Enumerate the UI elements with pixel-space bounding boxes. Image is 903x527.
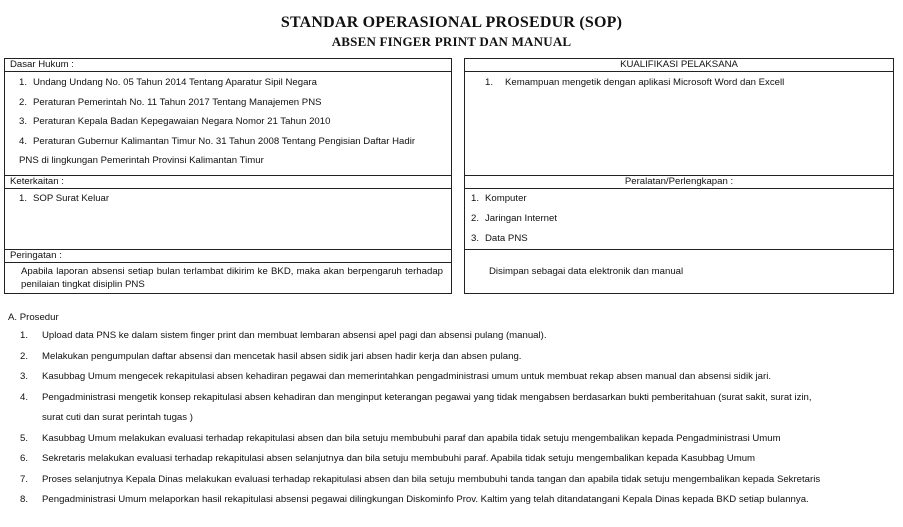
peringatan-header: Peringatan : [5,250,452,263]
sop-table [4,58,894,294]
prosedur-step: 2. Melakukan pengumpulan daftar absensi dan mencetak hasil absen sidik jari absen hadir kerja dan absen pulang. [20,350,522,362]
dasar-hukum-item: 2. Peraturan Pemerintah No. 11 Tahun 2017 Tentang Manajemen PNS [19,96,322,108]
dasar-hukum-item: 3. Peraturan Kepala Badan Kepegawaian Negara Nomor 21 Tahun 2010 [19,116,331,127]
peralatan-item: 2. Jaringan Internet [471,213,557,224]
dasar-hukum-header: Dasar Hukum : [5,59,452,72]
document-title: STANDAR OPERASIONAL PROSEDUR (SOP) [280,14,623,31]
dasar-hukum-item-continuation: PNS di lingkungan Pemerintah Provinsi Kalimantan Timur [19,155,264,166]
column-gap [452,176,465,250]
peringatan-text: Apabila laporan absensi setiap bulan terlambat dikirim ke BKD, maka akan berpengaruh terhadap penilaian tingkat disiplin PNS [5,263,452,294]
prosedur-step-continuation: surat cuti dan surat perintah tugas ) [42,412,193,423]
pencatatan-text: Disimpan sebagai data elektronik dan manual [465,263,894,294]
kualifikasi-list [465,72,894,176]
dasar-hukum-item: 1. Undang Undang No. 05 Tahun 2014 Tentang Aparatur Sipil Negara [19,77,317,88]
peralatan-list [465,189,894,250]
keterkaitan-list [5,189,452,250]
keterkaitan-item: 1. SOP Surat Keluar [19,193,110,204]
prosedur-step: 7. Proses selanjutnya Kepala Dinas melakukan evaluasi terhadap rekapitulasi absen dan bila setuju membubuhi tanda tangan dan apabila tidak setuju mengembalikan kepada Sekretaris [20,473,821,485]
prosedur-step: 5. Kasubbag Umum melakukan evaluasi terhadap rekapitulasi absen dan bila setuju membubuhi paraf dan apabila tidak setuju mengembalikan kepada Pengadministrasi Umum [20,432,781,444]
keterkaitan-header: Keterkaitan : [5,176,452,189]
prosedur-step: 4. Pengadministrasi mengetik konsep rekapitulasi absen kehadiran dan menginput keterangan pegawai yang tidak mengabsen berdasarkan bukti pemberitahuan (surat sakit, surat izin, [20,391,812,403]
document-subtitle: ABSEN FINGER PRINT DAN MANUAL [331,34,572,49]
column-gap [452,250,465,294]
dasar-hukum-list [5,72,452,176]
kualifikasi-item: 1. Kemampuan mengetik dengan aplikasi Microsoft Word dan Excell [485,77,785,88]
peralatan-header: Peralatan/Perlengkapan : [465,176,894,189]
prosedur-step: 8. Pengadministrasi Umum melaporkan hasil rekapitulasi absensi pegawai dilingkungan Diskominfo Prov. Kaltim yang telah ditandatangani Kepala Dinas kepada BKD setiap bulannya. [20,494,809,505]
dasar-hukum-item: 4. Peraturan Gubernur Kalimantan Timur No. 31 Tahun 2008 Tentang Pengisian Daftar Hadir [19,135,416,147]
prosedur-step: 1. Upload data PNS ke dalam sistem finger print dan membuat lembaran absensi apel pagi dan absensi pulang (manual). [20,330,547,341]
kualifikasi-header: KUALIFIKASI PELAKSANA [465,59,894,72]
peralatan-item: 3. Data PNS [471,233,528,244]
peralatan-item: 1. Komputer [471,193,527,204]
prosedur-title: A. Prosedur [8,312,59,323]
prosedur-step: 3. Kasubbag Umum mengecek rekapitulasi absen kehadiran pegawai dan memerintahkan pengadministrasi umum untuk membuat rekap absen manual dan absensi sidik jari. [20,371,771,382]
pencatatan-header [465,250,894,263]
prosedur-step: 6. Sekretaris melakukan evaluasi terhadap rekapitulasi absen selanjutnya dan bila setuju membubuhi paraf. Apabila tidak setuju mengembalikan kepada Kasubbag Umum [20,453,756,464]
prosedur-section [8,310,888,511]
column-gap [452,59,465,176]
